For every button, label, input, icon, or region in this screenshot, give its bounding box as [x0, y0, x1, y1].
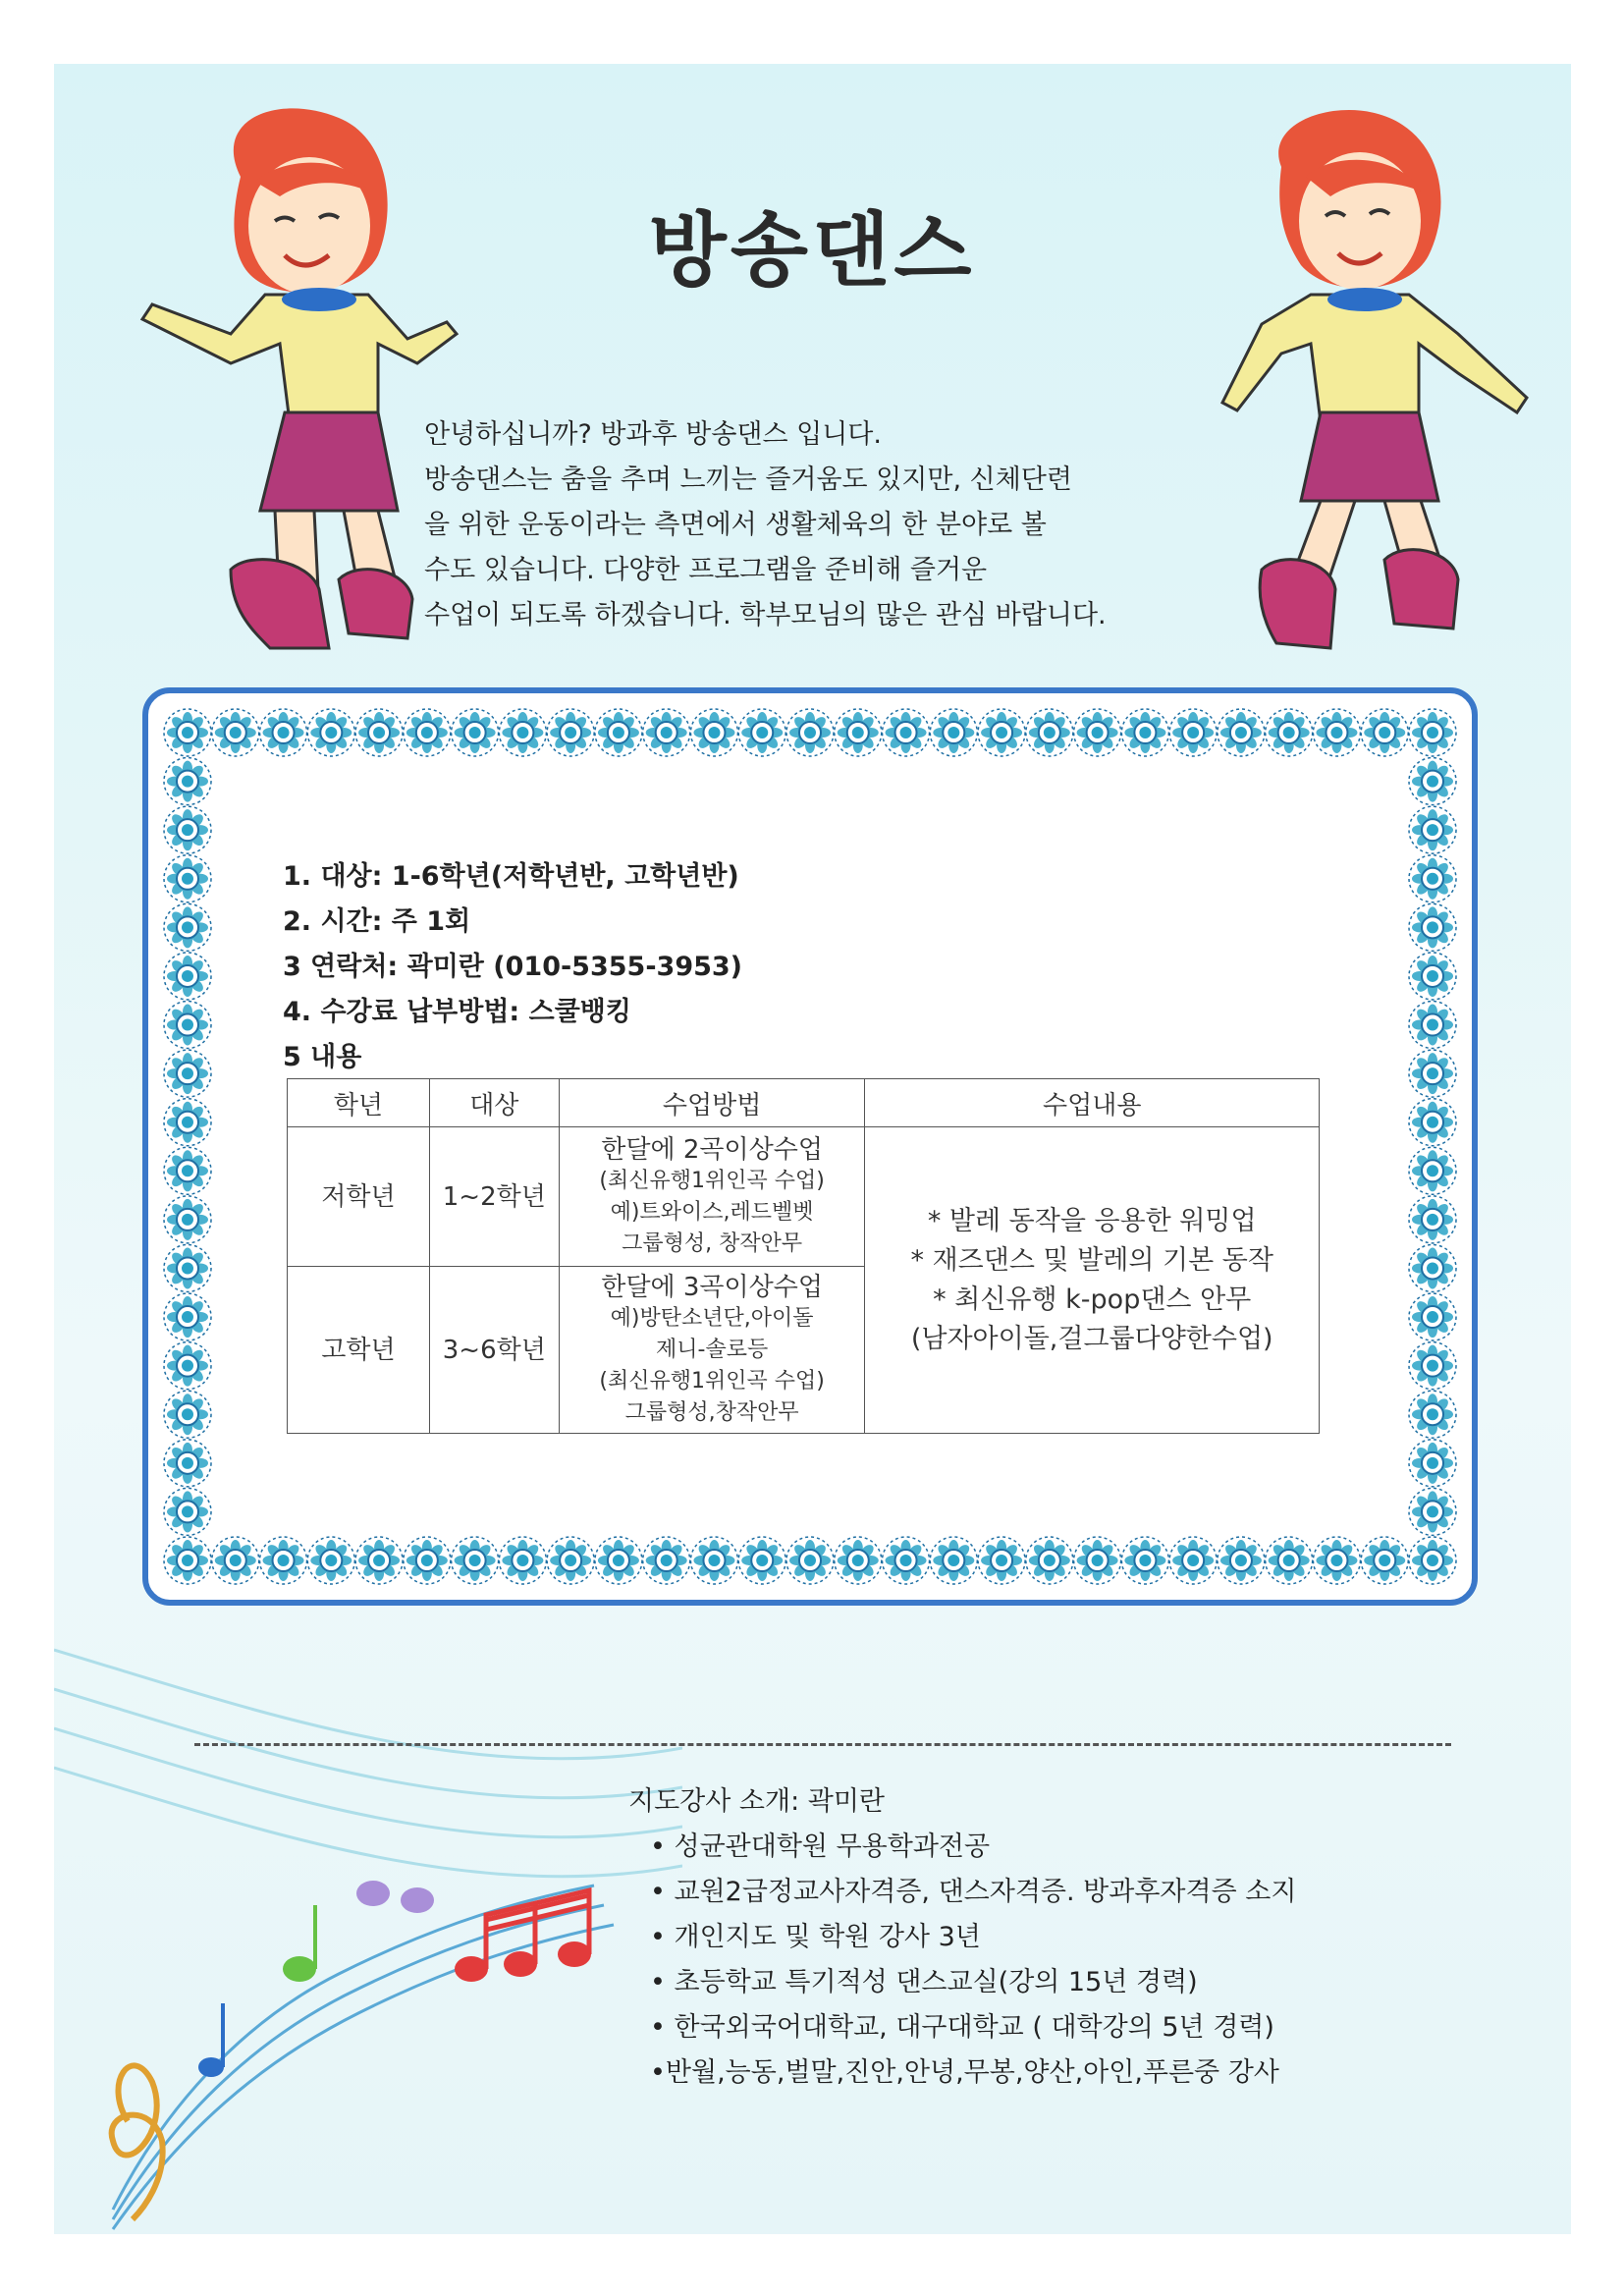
intro-line: 을 위한 운동이라는 측면에서 생활체육의 한 분야로 볼	[424, 510, 1047, 540]
ornament-medallion	[1409, 1342, 1456, 1390]
ornament-medallion	[978, 1537, 1025, 1584]
ornament-medallion	[883, 1537, 930, 1584]
ornament-medallion	[1266, 1537, 1313, 1584]
ornament-medallion	[1266, 709, 1313, 756]
ornament-medallion	[164, 1391, 211, 1438]
ornament-medallion	[1169, 1537, 1217, 1584]
ornament-medallion	[786, 709, 834, 756]
ornament-medallion	[260, 709, 307, 756]
ornament-medallion	[690, 709, 737, 756]
page-title: 방송댄스	[648, 204, 976, 298]
ornament-medallion	[1409, 1244, 1456, 1291]
method-line: 예)트와이스,레드벨벳	[610, 1199, 814, 1225]
ornament-medallion	[786, 1537, 834, 1584]
ornament-medallion	[738, 1537, 785, 1584]
instructor-item: • 개인지도 및 학원 강사 3년	[650, 1922, 981, 1952]
method-line: (최신유행1위인곡 수업)	[599, 1368, 825, 1394]
ornament-medallion	[1409, 953, 1456, 1000]
info-item: 3 연락처: 곽미란 (010-5355-3953)	[283, 952, 743, 982]
ornament-medallion	[1409, 709, 1456, 756]
table-header: 대상	[429, 1079, 559, 1127]
method-line: 예)방탄소년단,아이돌	[610, 1305, 814, 1331]
content-cell	[865, 1127, 1320, 1434]
ornament-medallion	[643, 709, 690, 756]
instructor-item: • 한국외국어대학교, 대구대학교 ( 대학강의 5년 경력)	[650, 2012, 1274, 2043]
ornament-medallion	[1409, 758, 1456, 805]
ornament-medallion	[499, 709, 546, 756]
ornament-medallion	[1361, 1537, 1408, 1584]
ornament-medallion	[404, 709, 451, 756]
intro-line: 방송댄스는 춤을 추며 느끼는 즐거움도 있지만, 신체단련	[424, 465, 1072, 495]
schedule-table	[287, 1078, 1320, 1434]
ornament-medallion	[1121, 1537, 1168, 1584]
intro-line: 수도 있습니다. 다양한 프로그램을 준비해 즐거운	[424, 555, 988, 585]
table-header: 학년	[288, 1079, 430, 1127]
ornament-medallion	[978, 709, 1025, 756]
ornament-medallion	[595, 709, 642, 756]
ornament-medallion	[1409, 903, 1456, 951]
instructor-section	[628, 1779, 1296, 2096]
ornament-medallion	[164, 1196, 211, 1243]
ornament-medallion	[1409, 1196, 1456, 1243]
class-info-list	[283, 854, 742, 1080]
ornament-medallion	[1026, 1537, 1073, 1584]
ornament-medallion	[1409, 1050, 1456, 1097]
ornament-medallion	[1409, 1002, 1456, 1049]
ornament-medallion	[1361, 709, 1408, 756]
method-line: 한달에 3곡이상수업	[601, 1272, 823, 1302]
ornament-medallion	[164, 1488, 211, 1535]
table-header: 수업방법	[559, 1079, 865, 1127]
method-line: 한달에 2곡이상수업	[601, 1134, 823, 1165]
ornament-medallion	[452, 709, 499, 756]
ornament-medallion	[1409, 1488, 1456, 1535]
ornament-medallion	[1121, 709, 1168, 756]
ornament-medallion	[1313, 709, 1360, 756]
info-item: 2. 시간: 주 1회	[283, 906, 471, 937]
info-item: 1. 대상: 1-6학년(저학년반, 고학년반)	[283, 861, 739, 892]
ornament-medallion	[164, 953, 211, 1000]
target-cell: 1~2학년	[429, 1127, 559, 1267]
ornament-medallion	[164, 1099, 211, 1146]
grade-cell: 저학년	[288, 1127, 430, 1267]
ornament-medallion	[164, 1002, 211, 1049]
ornament-medallion	[690, 1537, 737, 1584]
table-header-row	[288, 1079, 1320, 1127]
ornament-medallion	[355, 709, 403, 756]
ornament-medallion	[930, 1537, 977, 1584]
ornament-medallion	[307, 709, 354, 756]
ornament-medallion	[1169, 709, 1217, 756]
ornament-medallion	[930, 709, 977, 756]
ornament-medallion	[1409, 1293, 1456, 1340]
ornament-medallion	[1409, 1391, 1456, 1438]
ornament-medallion	[1074, 1537, 1121, 1584]
content-line: * 최신유행 k-pop댄스 안무	[933, 1284, 1252, 1315]
ornament-medallion	[1409, 1537, 1456, 1584]
intro-line: 수업이 되도록 하겠습니다. 학부모님의 많은 관심 바랍니다.	[424, 600, 1107, 630]
instructor-item: • 초등학교 특기적성 댄스교실(강의 15년 경력)	[650, 1967, 1198, 1997]
section-divider	[194, 1743, 1451, 1746]
ornament-medallion	[1218, 709, 1265, 756]
ornament-medallion	[164, 709, 211, 756]
content-line: (남자아이돌,걸그룹다양한수업)	[910, 1323, 1273, 1354]
ornament-medallion	[1409, 1099, 1456, 1146]
info-item: 5 내용	[283, 1042, 362, 1072]
intro-paragraph	[424, 412, 1229, 638]
instructor-item: • 교원2급정교사자격증, 댄스자격증. 방과후자격증 소지	[650, 1877, 1297, 1907]
method-line: 그룹형성, 창작안무	[622, 1230, 803, 1256]
ornament-medallion	[1074, 709, 1121, 756]
method-cell	[559, 1267, 865, 1434]
ornament-medallion	[164, 1342, 211, 1390]
ornament-medallion	[164, 1293, 211, 1340]
ornament-medallion	[1409, 1440, 1456, 1487]
ornament-medallion	[164, 855, 211, 902]
ornament-medallion	[1026, 709, 1073, 756]
ornament-medallion	[835, 1537, 882, 1584]
content-line: * 발레 동작을 응용한 워밍업	[927, 1205, 1257, 1236]
intro-line: 안녕하십니까? 방과후 방송댄스 입니다.	[424, 419, 882, 450]
method-line: 제니-솔로등	[656, 1337, 769, 1362]
ornament-medallion	[164, 1050, 211, 1097]
instructor-item: •반월,능동,벌말,진안,안녕,무봉,양산,아인,푸른중 강사	[650, 2057, 1279, 2088]
content-line: * 재즈댄스 및 발레의 기본 동작	[910, 1244, 1273, 1276]
method-line: (최신유행1위인곡 수업)	[599, 1168, 825, 1193]
instructor-heading: 지도강사 소개: 곽미란	[628, 1786, 885, 1817]
ornament-medallion	[547, 709, 594, 756]
ornament-medallion	[164, 758, 211, 805]
ornament-medallion	[164, 1440, 211, 1487]
ornament-medallion	[1409, 855, 1456, 902]
info-item: 4. 수강료 납부방법: 스쿨뱅킹	[283, 997, 631, 1027]
music-staff-decoration	[54, 1532, 682, 2239]
ornament-medallion	[164, 806, 211, 853]
ornament-medallion	[164, 1244, 211, 1291]
grade-cell: 고학년	[288, 1267, 430, 1434]
ornament-medallion	[1313, 1537, 1360, 1584]
ornament-medallion	[212, 709, 259, 756]
table-row	[288, 1127, 1320, 1267]
ornament-medallion	[164, 1147, 211, 1194]
ornament-medallion	[1409, 1147, 1456, 1194]
ornament-medallion	[835, 709, 882, 756]
table-header: 수업내용	[865, 1079, 1320, 1127]
ornament-medallion	[1218, 1537, 1265, 1584]
ornament-medallion	[738, 709, 785, 756]
method-line: 그룹형성,창작안무	[624, 1399, 799, 1425]
ornament-medallion	[1409, 806, 1456, 853]
ornament-medallion	[883, 709, 930, 756]
instructor-item: • 성균관대학원 무용학과전공	[650, 1831, 991, 1862]
method-cell	[559, 1127, 865, 1267]
ornament-medallion	[164, 903, 211, 951]
target-cell: 3~6학년	[429, 1267, 559, 1434]
